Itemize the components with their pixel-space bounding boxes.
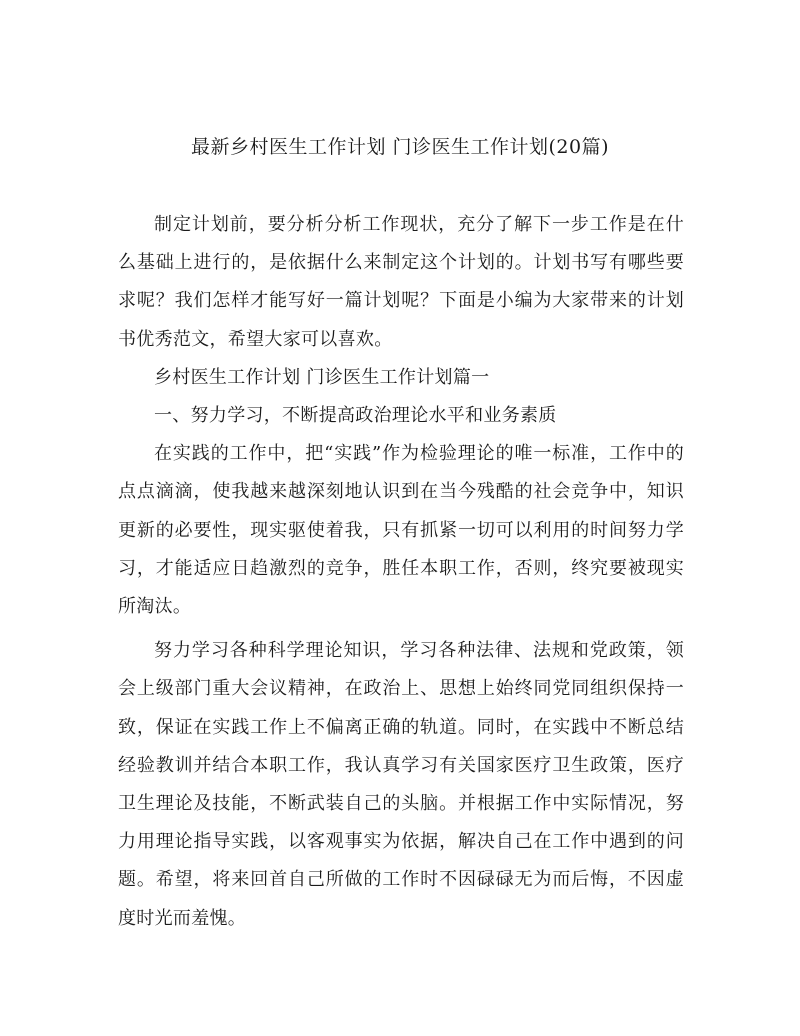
document-title: 最新乡村医生工作计划 门诊医生工作计划(20篇): [190, 136, 610, 158]
document-body: [118, 206, 684, 938]
subsection-heading: 一、努力学习，不断提高政治理论水平和业务素质: [154, 405, 557, 427]
body-paragraph: 努力学习各种科学理论知识，学习各种法律、法规和党政策，领会上级部门重大会议精神，在政治上、思想上始终同党同组织保持一致，保证在实践工作上不偏离正确的轨道。同时，在实践中不断总结经验教训并结合本职工作，我认真学习有关国家医疗卫生政策，医疗卫生理论及技能，不断武装自己的头脑。并根据工作中实际情况，努力用理论指导实践，以客观事实为依据，解决自己在工作中遇到的问题。希望，将来回首自己所做的工作时不因碌碌无为而后悔，不因虚度时光而羞愧。: [118, 640, 684, 929]
body-paragraph: 在实践的工作中，把“实践”作为检验理论的唯一标准，工作中的点点滴滴，使我越来越深刻地认识到在当今残酷的社会竞争中，知识更新的必要性，现实驱使着我，只有抓紧一切可以利用的时间努力学习，才能适应日趋激烈的竞争，胜任本职工作，否则，终究要被现实所淘汰。: [118, 443, 684, 618]
section-heading: 乡村医生工作计划 门诊医生工作计划篇一: [154, 366, 490, 388]
intro-paragraph: 制定计划前，要分析分析工作现状，充分了解下一步工作是在什么基础上进行的，是依据什么来制定这个计划的。计划书写有哪些要求呢？我们怎样才能写好一篇计划呢？下面是小编为大家带来的计划书优秀范文，希望大家可以喜欢。: [118, 214, 684, 350]
